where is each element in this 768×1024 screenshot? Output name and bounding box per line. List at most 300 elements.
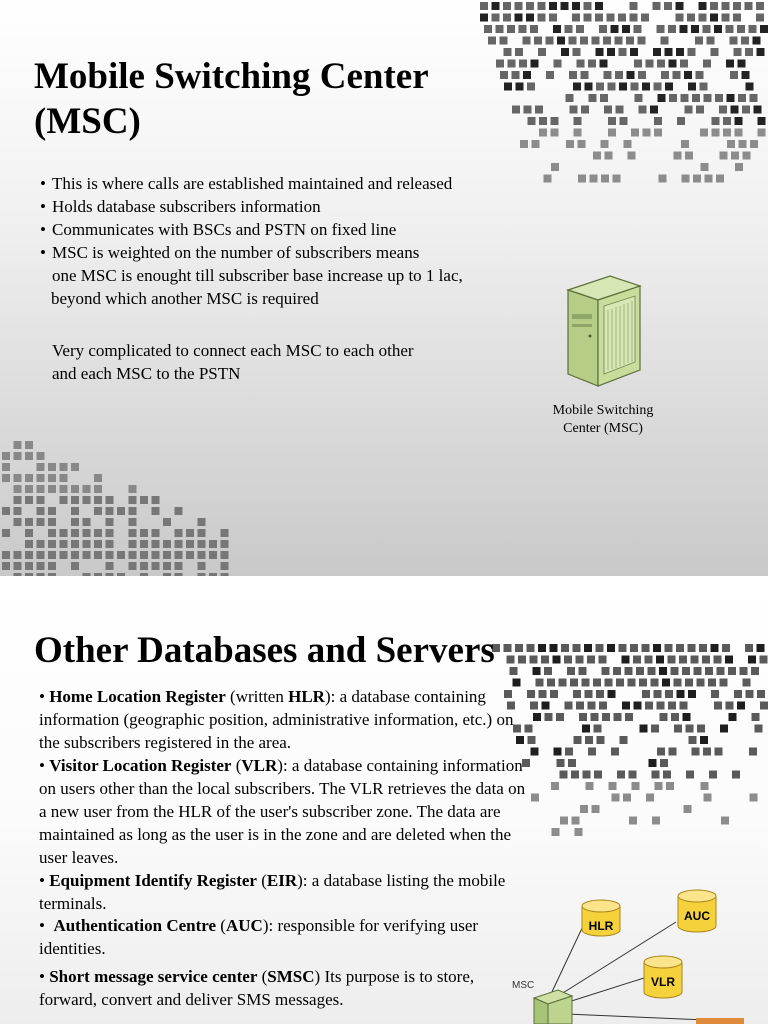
pixel-square (671, 667, 679, 675)
pixel-square (733, 2, 741, 10)
pixel-square (106, 518, 114, 526)
pixel-square (673, 71, 681, 79)
pixel-square (704, 794, 712, 802)
pixel-square (547, 679, 555, 687)
pixel-square (554, 60, 562, 68)
pixel-square (603, 37, 611, 45)
pixel-square (566, 94, 574, 102)
pixel-square (684, 71, 692, 79)
msc-label: MSC (512, 980, 535, 991)
pixel-square (559, 679, 567, 687)
pixel-square (221, 551, 229, 559)
pixel-square (60, 496, 68, 504)
pixel-square (198, 540, 206, 548)
pixel-square (652, 817, 660, 825)
pixel-square (534, 37, 542, 45)
pixel-square (600, 94, 608, 102)
pixel-square (754, 106, 762, 114)
pixel-square (658, 94, 666, 102)
pixel-square (530, 656, 538, 664)
pixel-square (651, 679, 659, 687)
pixel-square (651, 725, 659, 733)
pixel-square (106, 562, 114, 570)
pixel-square (538, 644, 546, 652)
pixel-square (676, 2, 684, 10)
pixel-square (152, 529, 160, 537)
pixel-square (14, 496, 22, 504)
pixel-square (500, 71, 508, 79)
bullet-continuation: one MSC is enought till subscriber base increase up to 1 lac, (52, 266, 463, 285)
pixel-square (83, 518, 91, 526)
pixel-square (25, 452, 33, 460)
pixel-square (129, 496, 137, 504)
pixel-square (646, 794, 654, 802)
definition-term: Equipment Identify Register (49, 871, 257, 890)
bullet-item (40, 241, 419, 264)
pixel-square (708, 679, 716, 687)
pixel-square (760, 702, 768, 710)
pixel-square (723, 129, 731, 137)
pixel-square (755, 725, 763, 733)
pixel-square (660, 713, 668, 721)
pixel-square (597, 736, 605, 744)
pixel-square (745, 644, 753, 652)
pixel-square (582, 679, 590, 687)
pixel-square (659, 175, 667, 183)
pixel-square (622, 702, 630, 710)
pixel-square (569, 71, 577, 79)
pixel-square (668, 702, 676, 710)
pixel-square (48, 529, 56, 537)
pixel-square (699, 2, 707, 10)
auc-label: AUC (684, 909, 710, 923)
pixel-square (535, 106, 543, 114)
pixel-square (608, 83, 616, 91)
pixel-square (595, 2, 603, 10)
pixel-square (503, 14, 511, 22)
bullet-icon: • (40, 220, 46, 239)
pixel-square (507, 25, 515, 33)
pixel-square (655, 782, 663, 790)
pixel-square (620, 736, 628, 744)
pixel-square (627, 71, 635, 79)
pixel-square (526, 2, 534, 10)
pixel-square (676, 644, 684, 652)
pixel-square (25, 485, 33, 493)
pixel-square (175, 507, 183, 515)
pixel-square (565, 702, 573, 710)
pixel-square (700, 129, 708, 137)
pixel-square (728, 667, 736, 675)
pixel-square (686, 725, 694, 733)
pixel-square (725, 656, 733, 664)
pixel-square (619, 48, 627, 56)
pixel-square (628, 152, 636, 160)
pixel-square (140, 551, 148, 559)
pixel-square (584, 14, 592, 22)
pixel-square (607, 48, 615, 56)
pixel-square (592, 805, 600, 813)
pixel-square (539, 129, 547, 137)
pixel-square (48, 507, 56, 515)
pixel-square (709, 771, 717, 779)
pixel-square (532, 140, 540, 148)
note-line: Very complicated to connect each MSC to each other (52, 341, 414, 360)
pixel-square (727, 140, 735, 148)
pixel-square (531, 60, 539, 68)
pixel-square (129, 529, 137, 537)
pixel-square (699, 14, 707, 22)
hlr-database-icon (582, 900, 620, 936)
pixel-square (163, 551, 171, 559)
pixel-square (14, 562, 22, 570)
pixel-square (198, 551, 206, 559)
bullet-text: This is where calls are established maintained and released (52, 174, 453, 193)
pixel-square (580, 805, 588, 813)
pixel-square (508, 60, 516, 68)
pixel-square (25, 540, 33, 548)
pixel-square (71, 551, 79, 559)
pixel-square (175, 551, 183, 559)
pixel-square (524, 106, 532, 114)
pixel-square (500, 37, 508, 45)
pixel-square (599, 25, 607, 33)
pixel-square (572, 14, 580, 22)
pixel-square (94, 485, 102, 493)
pixel-square (602, 667, 610, 675)
pixel-square (735, 129, 743, 137)
pixel-square (561, 2, 569, 10)
pixel-square (712, 129, 720, 137)
pixel-square (48, 518, 56, 526)
definition-abbr: VLR (241, 756, 278, 775)
pixel-square (588, 748, 596, 756)
pixel-square (604, 106, 612, 114)
pixel-square (712, 117, 720, 125)
pixel-square (572, 2, 580, 10)
pixel-square (607, 14, 615, 22)
pixel-square (519, 25, 527, 33)
pixel-square (730, 71, 738, 79)
pixel-square (684, 805, 692, 813)
pixel-square (602, 713, 610, 721)
pixel-square (710, 14, 718, 22)
pixel-square (37, 485, 45, 493)
pixel-square (650, 106, 658, 114)
pixel-square (83, 496, 91, 504)
definition-term: Short message service center (49, 967, 258, 986)
pixel-square (551, 129, 559, 137)
pixel-square (71, 485, 79, 493)
pixel-square (94, 540, 102, 548)
pixel-square (740, 667, 748, 675)
pixel-square (94, 551, 102, 559)
pixel-square (701, 782, 709, 790)
pixel-square (648, 667, 656, 675)
pixel-square (688, 83, 696, 91)
pixel-square (60, 551, 68, 559)
pixel-square (639, 679, 647, 687)
pixel-square (584, 2, 592, 10)
pixel-square (641, 14, 649, 22)
pixel-square (536, 679, 544, 687)
pixel-square (687, 14, 695, 22)
pixel-square (665, 83, 673, 91)
pixel-square (14, 485, 22, 493)
pixel-square (585, 690, 593, 698)
pixel-square (163, 518, 171, 526)
pixel-square (578, 140, 586, 148)
pixel-square (2, 463, 10, 471)
pixel-square (746, 690, 754, 698)
pixel-square (715, 748, 723, 756)
pixel-square (714, 702, 722, 710)
pixel-square (665, 690, 673, 698)
pixel-square (654, 129, 662, 137)
pixel-square (685, 152, 693, 160)
pixel-square (163, 540, 171, 548)
pixel-square (25, 529, 33, 537)
pixel-square (175, 529, 183, 537)
pixel-square (748, 656, 756, 664)
pixel-square (737, 25, 745, 33)
pixel-square (625, 667, 633, 675)
auc-database-icon (678, 890, 716, 932)
pixel-square (198, 518, 206, 526)
pixel-square (516, 83, 524, 91)
pixel-square (612, 794, 620, 802)
pixel-square (608, 117, 616, 125)
definition-item: • Visitor Location Register (VLR): a database containing information on users other than the local subscribers. The VLR retrieves the data on a new user from the HLR of the user's subscriber zone. The data are maintained as long as the user is in the zone and are deleted when the user leaves. (39, 756, 526, 867)
pixel-square (663, 771, 671, 779)
pixel-square (25, 496, 33, 504)
pixel-square (692, 94, 700, 102)
pixel-square (622, 656, 630, 664)
pixel-square (750, 794, 758, 802)
pixel-square (186, 551, 194, 559)
pixel-square (542, 702, 550, 710)
pixel-square (682, 175, 690, 183)
pixel-square (629, 771, 637, 779)
pixel-square (549, 2, 557, 10)
pixel-square (686, 771, 694, 779)
pixel-square (743, 152, 751, 160)
pixel-square (484, 25, 492, 33)
pixel-square (48, 474, 56, 482)
pixel-square (714, 656, 722, 664)
pixel-square (722, 14, 730, 22)
pixel-square (528, 117, 536, 125)
pixel-square (741, 37, 749, 45)
pixel-square (37, 463, 45, 471)
pixel-square (83, 485, 91, 493)
pixel-square (726, 60, 734, 68)
pixel-square (727, 94, 735, 102)
pixel-square (726, 25, 734, 33)
pixel-square (37, 551, 45, 559)
pixel-square (585, 736, 593, 744)
msc-server-icon (534, 990, 572, 1024)
pixel-square (700, 83, 708, 91)
pixel-square (544, 175, 552, 183)
pixel-square (593, 679, 601, 687)
pixel-square (753, 37, 761, 45)
pixel-square (731, 152, 739, 160)
pixel-square (578, 175, 586, 183)
pixel-square (640, 725, 648, 733)
pixel-square (129, 507, 137, 515)
note-line: and each MSC to the PSTN (52, 364, 241, 383)
pixel-square (685, 679, 693, 687)
bullet-text: MSC is weighted on the number of subscribers means (52, 243, 420, 262)
pixel-square (37, 507, 45, 515)
pixel-square (676, 14, 684, 22)
pixel-square (551, 782, 559, 790)
pixel-square (565, 25, 573, 33)
pixel-square (685, 106, 693, 114)
pixel-square (140, 562, 148, 570)
pixel-square (721, 817, 729, 825)
pixel-square (676, 48, 684, 56)
pixel-square (742, 71, 750, 79)
pixel-square (60, 529, 68, 537)
pixel-square (37, 474, 45, 482)
pixel-square (731, 106, 739, 114)
pixel-square (711, 644, 719, 652)
pixel-square (480, 2, 488, 10)
pixel-square (628, 679, 636, 687)
pixel-square (615, 71, 623, 79)
pixel-square (716, 175, 724, 183)
pixel-square (668, 25, 676, 33)
pixel-square (152, 496, 160, 504)
pixel-square (742, 106, 750, 114)
pixel-square (611, 25, 619, 33)
pixel-square (732, 771, 740, 779)
pixel-square (723, 117, 731, 125)
definition-item: • Short message service center (SMSC) Its purpose is to store, forward, convert and deliver SMS messages. (39, 967, 475, 1009)
pixel-square (60, 463, 68, 471)
pixel-square (71, 529, 79, 537)
pixel-square (588, 60, 596, 68)
bullet-icon: • (40, 243, 46, 262)
pixel-square (722, 2, 730, 10)
pixel-square (594, 771, 602, 779)
pixel-square (720, 679, 728, 687)
pixel-square (665, 644, 673, 652)
pixel-square (71, 518, 79, 526)
pixel-square (645, 702, 653, 710)
pixel-square (735, 117, 743, 125)
pixel-square (37, 452, 45, 460)
pixel-square (689, 736, 697, 744)
pixel-square (576, 702, 584, 710)
pixel-square (492, 14, 500, 22)
pixel-square (717, 667, 725, 675)
pixel-square (531, 748, 539, 756)
pixel-square (550, 644, 558, 652)
pixel-square (573, 83, 581, 91)
bullet-text: Holds database subscribers information (52, 197, 321, 216)
pixel-square (2, 452, 10, 460)
pixel-square (25, 518, 33, 526)
pixel-square (580, 37, 588, 45)
pixel-square (568, 759, 576, 767)
pixel-square (533, 713, 541, 721)
pixel-square (515, 2, 523, 10)
pixel-square (48, 485, 56, 493)
pixel-square (611, 748, 619, 756)
pixel-square (704, 94, 712, 102)
pixel-square (616, 106, 624, 114)
pixel-square (221, 529, 229, 537)
pixel-square (106, 540, 114, 548)
pixel-square (666, 782, 674, 790)
pixel-square (152, 562, 160, 570)
pixel-square (618, 14, 626, 22)
pixel-square (209, 540, 217, 548)
pixel-square (530, 702, 538, 710)
pixel-square (697, 679, 705, 687)
pixel-square (739, 140, 747, 148)
pixel-square (175, 540, 183, 548)
pixel-square (639, 106, 647, 114)
pixel-square (631, 129, 639, 137)
pixel-square (175, 562, 183, 570)
pixel-square (634, 60, 642, 68)
pixel-square (37, 562, 45, 570)
pixel-square (574, 117, 582, 125)
caption-line: Mobile Switching (552, 403, 654, 418)
pixel-square (699, 644, 707, 652)
pixel-square (710, 2, 718, 10)
pixel-square (553, 25, 561, 33)
pixel-square (674, 152, 682, 160)
pixel-square (567, 667, 575, 675)
pixel-square (737, 702, 745, 710)
pixel-square (619, 83, 627, 91)
pixel-square (551, 163, 559, 171)
pixel-square (71, 562, 79, 570)
pixel-square (25, 562, 33, 570)
pixel-square (734, 690, 742, 698)
pixel-square (660, 759, 668, 767)
pixel-square (541, 656, 549, 664)
definition-abbr: HLR (288, 687, 325, 706)
pixel-square (654, 690, 662, 698)
definition-text: a database containing information (geographic position, administrative information, etc.) on the subscribers registered in the area. (39, 687, 514, 752)
definition-abbr: EIR (266, 871, 298, 890)
pixel-square (71, 463, 79, 471)
pixel-square (746, 83, 754, 91)
pixel-square (2, 507, 10, 515)
pixel-square (554, 748, 562, 756)
bullet-item (40, 172, 452, 195)
pixel-square (106, 507, 114, 515)
pixel-square (751, 667, 759, 675)
pixel-square (582, 725, 590, 733)
pixel-square (527, 83, 535, 91)
definition-item: • Authentication Centre (AUC): responsible for verifying user identities. (39, 916, 479, 958)
pixel-square (757, 644, 765, 652)
pixel-square (14, 507, 22, 515)
pixel-square (703, 25, 711, 33)
pixel-square (152, 540, 160, 548)
network-diagram (506, 880, 768, 1024)
pixel-square (512, 106, 520, 114)
pixel-square (714, 25, 722, 33)
pixel-square (682, 667, 690, 675)
